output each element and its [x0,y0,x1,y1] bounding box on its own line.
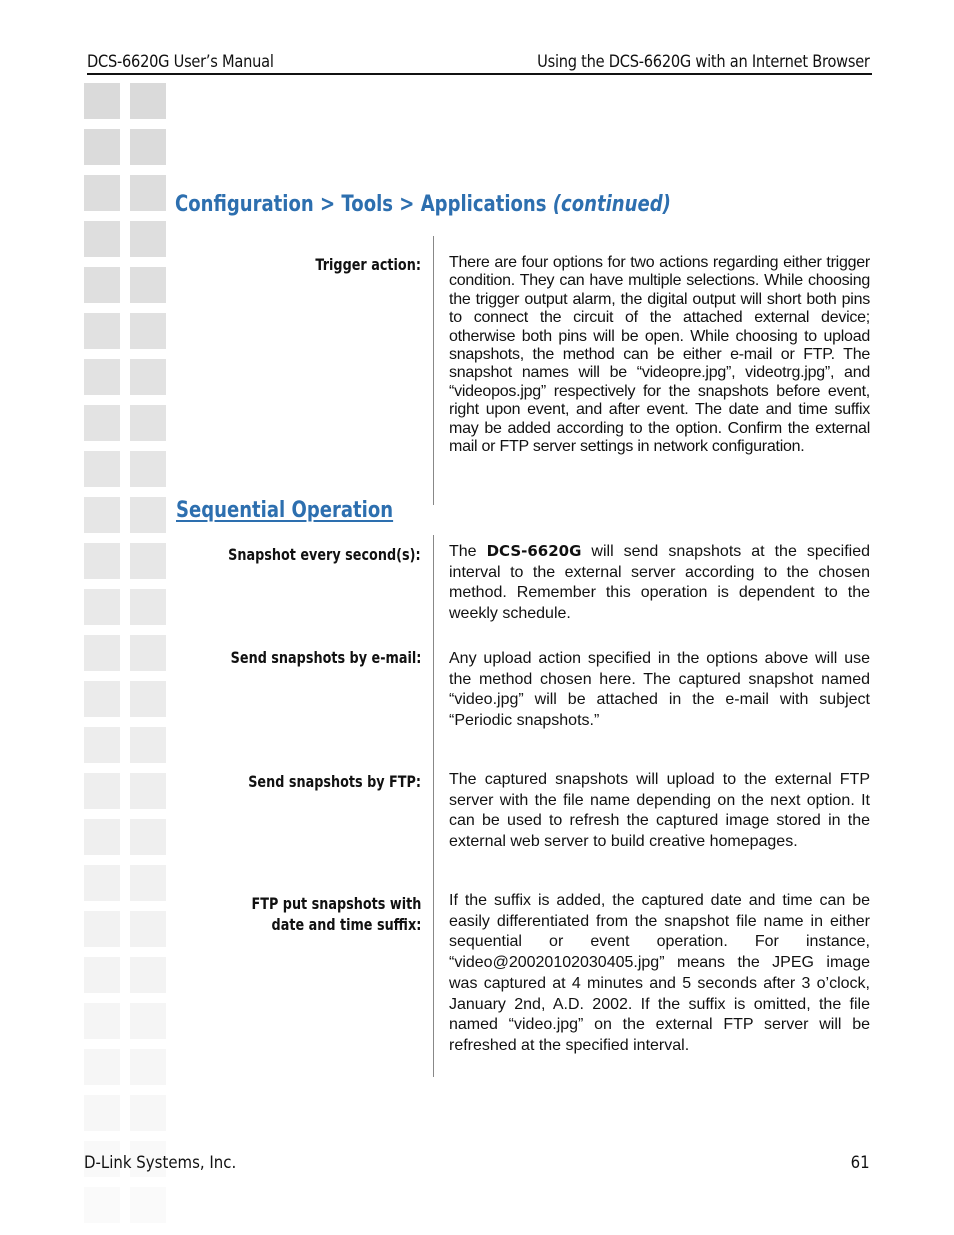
decorative-square [84,267,120,303]
product-name: DCS-6620G [486,542,582,560]
decorative-square [84,1095,120,1131]
decorative-square [130,359,166,395]
decorative-square [84,727,120,763]
decorative-square [130,635,166,671]
label-send-snapshots-email: Send snapshots by e-mail: [230,648,421,667]
decorative-square [84,1049,120,1085]
label-snapshot-every-seconds: Snapshot every second(s): [228,545,421,564]
decorative-square [130,773,166,809]
decorative-square [84,313,120,349]
decorative-square [84,405,120,441]
decorative-square [130,451,166,487]
decorative-square [130,1003,166,1039]
column-divider [433,535,434,1077]
section-title-suffix: (continued) [552,192,671,217]
section-title-text: Configuration > Tools > Applications [175,192,547,217]
decorative-square-column [84,83,170,1235]
page-number: 61 [850,1153,870,1173]
label-ftp-suffix [251,893,421,935]
decorative-square [84,543,120,579]
decorative-square [84,359,120,395]
desc-send-snapshots-email: Any upload action specified in the options above will use the method chosen here. The captured snapshot named “video.jpg” will be attached in the e-mail with subject “Periodic snapshots.” [449,650,870,730]
decorative-square [130,1095,166,1131]
label-send-snapshots-ftp: Send snapshots by FTP: [248,772,421,791]
decorative-square [84,865,120,901]
footer-company: D-Link Systems, Inc. [84,1153,237,1173]
label-line: date and time suffix: [271,915,421,934]
decorative-square [130,727,166,763]
decorative-square [84,175,120,211]
section-title-sequential-operation: Sequential Operation [176,498,394,523]
decorative-square [130,1049,166,1085]
decorative-square [130,911,166,947]
header-rule [87,73,872,75]
decorative-square [130,83,166,119]
desc-trigger-action: There are four options for two actions regarding either trigger condition. They can have multiple selections. While choosing the trigger output alarm, the digital output will short both pins to connect the circuit of the attached external device; otherwise both pins will be open. While choosing to upload snapshots, the method can be either e-mail or FTP. The snapshot names will be “videopre.jpg”, videotrg.jpg”, and “videopos.jpg” respectively for the snapshots before event, right upon event, and after event. The date and time suffix may be added according to the option. Confirm the external mail or FTP server settings in network configuration. [449,254,870,456]
header-manual-title: DCS-6620G User’s Manual [87,52,274,72]
decorative-square [84,221,120,257]
label-trigger-action: Trigger action: [315,255,421,274]
decorative-square [84,819,120,855]
decorative-square [84,451,120,487]
decorative-square [84,957,120,993]
section-title-applications [175,192,671,217]
desc-snapshot-every-seconds [449,541,870,625]
decorative-square [130,313,166,349]
decorative-square [130,681,166,717]
decorative-square [84,129,120,165]
decorative-square [130,819,166,855]
decorative-square [130,957,166,993]
desc-send-snapshots-ftp: The captured snapshots will upload to the external FTP server with the file name depending on the next option. It can be used to refresh the captured image stored in the external web server to build creative homepages. [449,771,870,851]
decorative-square [130,221,166,257]
decorative-square [84,681,120,717]
decorative-square [84,773,120,809]
decorative-square [84,497,120,533]
decorative-square [84,589,120,625]
decorative-square [130,129,166,165]
header-chapter-title: Using the DCS-6620G with an Internet Browser [537,52,870,72]
decorative-square [130,497,166,533]
decorative-square [130,405,166,441]
label-line: FTP put snapshots with [251,894,421,913]
decorative-square [84,1187,120,1223]
decorative-square [130,543,166,579]
decorative-square [84,83,120,119]
desc-ftp-suffix: If the suffix is added, the captured date and time can be easily differentiated from the snapshot file name in either sequential or event operation. For instance, “video@20020102030405.jpg” means the JPEG image was captured at 4 minutes and 5 seconds after 3 o’clock, January 2nd, A.D. 2002. If the suffix is omitted, the file named “video.jpg” on the external FTP server will be refreshed at the specified interval. [449,892,870,1054]
decorative-square [130,1187,166,1223]
column-divider [433,236,434,505]
desc-text: The [449,543,487,560]
decorative-square [84,911,120,947]
decorative-square [130,865,166,901]
decorative-square [130,267,166,303]
decorative-square [130,175,166,211]
desc-text: will send snapshots at the specified interval to the external server according to the chosen method. Remember this operation is dependent to the weekly schedule. [449,543,870,623]
decorative-square [130,589,166,625]
decorative-square [84,635,120,671]
decorative-square [84,1003,120,1039]
